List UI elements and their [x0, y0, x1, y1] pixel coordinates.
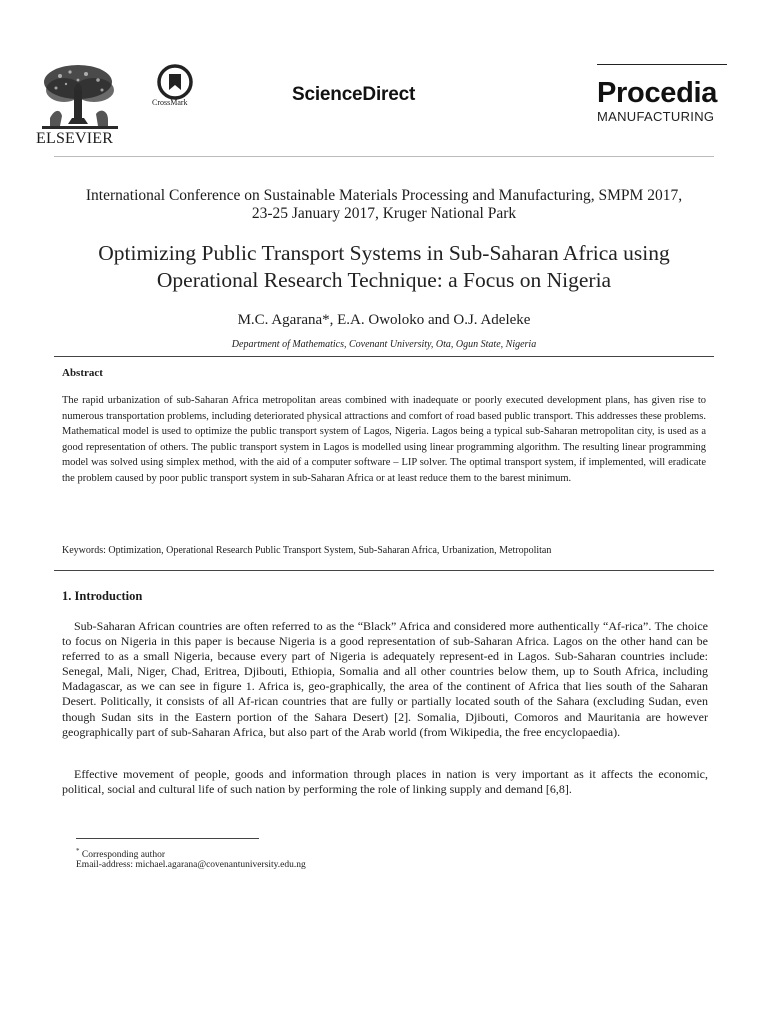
footnote-corresponding: * Corresponding author [76, 847, 165, 861]
header-divider [54, 156, 714, 157]
crossmark-label: CrossMark [152, 98, 188, 107]
footnote-divider [76, 838, 259, 839]
elsevier-tree-logo [38, 60, 124, 132]
authors: M.C. Agarana*, E.A. Owoloko and O.J. Adeleke [237, 312, 531, 328]
journal-subtitle: MANUFACTURING [597, 109, 715, 124]
affiliation-divider [54, 356, 714, 357]
introduction-paragraph-2: Effective movement of people, goods and information through places in nation is very important as it affects the economic, political, social and cultural life of such nation by performing the role of linking supply and demand [6,8]. [62, 767, 708, 797]
journal-logo [597, 64, 727, 124]
abstract-body: The rapid urbanization of sub-Saharan Africa metropolitan areas combined with inadequate or poorly executed development plans, has given rise to numerous transportation problems, including deteriorated physical attractions and comfort of road based public transport. This addresses these problems. Mathematical model is used to optimize the public transport system of Lagos, Nigeria. Lagos being a typical sub-Saharan metropolitan city, is used as a good representation of others. The public transport system in Lagos is modelled using linear programming algorithm. The resulting linear programming model was solved using simplex method, with the aid of a computer software – LIP solver. The optimal transport system, if implemented, will eradicate the problem caused by poor public transport system in sub-Saharan Africa or at least reduce them to the barest minimum. [62, 395, 706, 484]
crossmark-icon[interactable] [157, 64, 193, 100]
keywords: Keywords: Optimization, Operational Research Public Transport System, Sub-Saharan Africa, Urbanization, Metropolitan [62, 545, 552, 556]
publisher-name: ELSEVIER [36, 130, 114, 147]
keywords-divider [54, 570, 714, 571]
abstract-heading: Abstract [62, 367, 103, 379]
journal-title: Procedia [597, 77, 718, 109]
conference-line-2: 23-25 January 2017, Kruger National Park [251, 205, 517, 222]
paper-title-line-1: Optimizing Public Transport Systems in Sub-Saharan Africa using [98, 241, 670, 265]
introduction-paragraph-1: Sub-Saharan African countries are often referred to as the “Black” Africa and considered more authentically “Af-rica”. The choice to focus on Nigeria in this paper is because Nigeria is a good representation of sub-Saharan Africa. Lagos on the other hand can be referred to as a small Nigeria, because every part of Nigeria is adequately represent-ed in Lagos. Sub-Saharan countries include: Senegal, Mali, Niger, Chad, Eritrea, Djibouti, Ethiopia, Somalia and all other countries below them, up to South Africa, including Madagascar, as we can see in figure 1. Africa is, geo-graphically, the area of the continent of Africa that lies south of the Saharan Desert. Politically, it consists of all Af-rican countries that are fully or partially located south of the Sahara (excluding Sudan, even though Sudan sits in the Eastern portion of the Sahara Desert) [2]. Somalia, Djibouti, Comoros and Mauritania are however geographically part of sub-Saharan Africa, but also part of the Arab world (from Wikipedia, the free encyclopaedia). [62, 619, 708, 739]
conference-line-1: International Conference on Sustainable Materials Processing and Manufacturing, SMPM 2017, [85, 187, 683, 204]
paper-title-line-2: Operational Research Technique: a Focus on Nigeria [156, 268, 612, 292]
sciencedirect-logo[interactable]: ScienceDirect [292, 84, 416, 105]
footnote-email[interactable]: Email-address: michael.agarana@covenantuniversity.edu.ng [76, 860, 306, 870]
footnote-corresponding-text: Corresponding author [81, 850, 165, 861]
affiliation: Department of Mathematics, Covenant University, Ota, Ogun State, Nigeria [231, 339, 537, 350]
section-heading-introduction: 1. Introduction [62, 589, 143, 603]
